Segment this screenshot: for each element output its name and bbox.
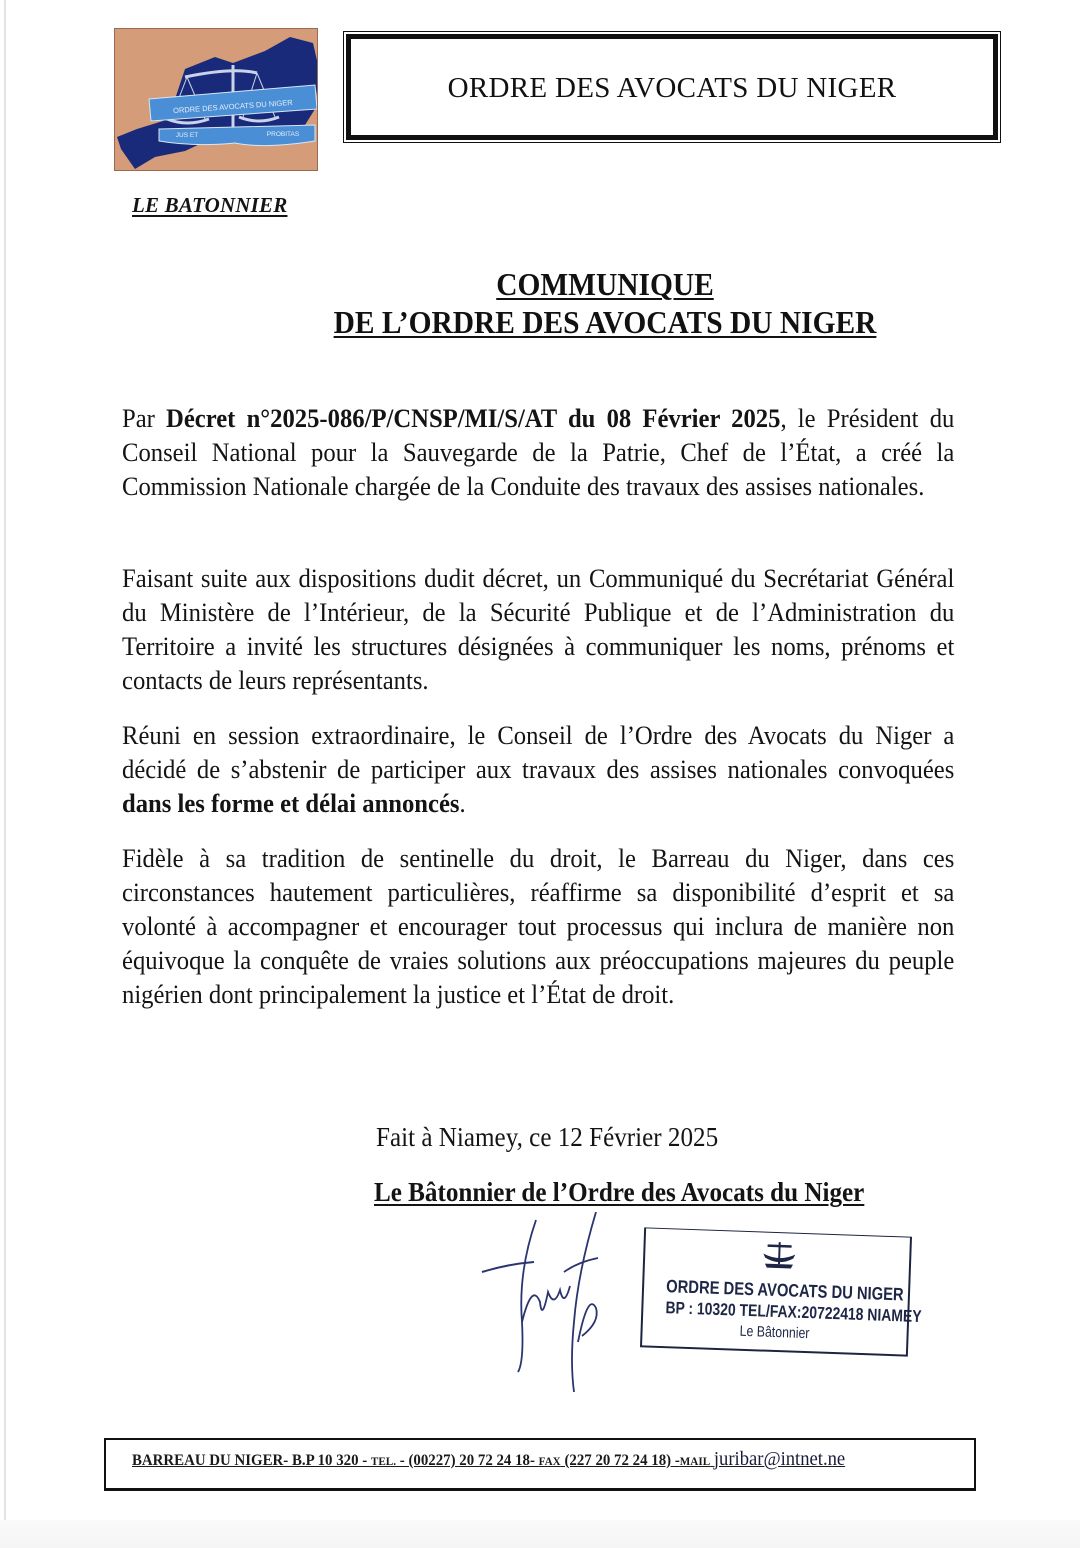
- footer-tel-label: TEL.: [370, 1454, 397, 1468]
- svg-text:PROBITAS: PROBITAS: [266, 131, 300, 138]
- official-stamp: [640, 1227, 922, 1356]
- paragraph-text: Par: [122, 403, 167, 433]
- handwritten-signature-icon: [478, 1212, 618, 1402]
- document-subtitle: DE L’ORDRE DES AVOCATS DU NIGER: [333, 304, 877, 340]
- paragraph-ministry-communique: Faisant suite aux dispositions dudit décret, un Communiqué du Secrétariat Général du Ministère de l’Intérieur, de la Sécurité Publique et de l’Administration du Territoire a invité les structures désignées à communiquer les noms, prénoms et contacts de leurs représentants.: [122, 563, 955, 695]
- scales-emblem-icon: [761, 1237, 798, 1274]
- scales-of-justice-niger-map-icon: [115, 29, 318, 171]
- place-and-date: Fait à Niamey, ce 12 Février 2025: [376, 1122, 719, 1152]
- footer-mail-label: MAIL: [679, 1454, 711, 1468]
- paragraph-text: .: [459, 788, 466, 818]
- organization-title: ORDRE DES AVOCATS DU NIGER: [447, 72, 897, 104]
- document-title: COMMUNIQUE: [496, 266, 714, 302]
- emphasis-text: dans les forme et délai annoncés: [122, 788, 460, 818]
- footer-tel: - (00227) 20 72 24 18-: [396, 1452, 539, 1469]
- page-bottom-bleed: [0, 1520, 1080, 1548]
- signatory-title: Le Bâtonnier de l’Ordre des Avocats du Niger: [374, 1177, 865, 1207]
- svg-text:ORDRE DES AVOCATS DU NIGER: ORDRE DES AVOCATS DU NIGER: [172, 97, 293, 116]
- footer-address: BARREAU DU NIGER- B.P 10 320 -: [132, 1452, 371, 1469]
- paragraph-text: Réuni en session extraordinaire, le Conseil de l’Ordre des Avocats du Niger a décidé de s’abstenir de participer aux travaux des assises nationales convoquées: [122, 720, 955, 784]
- bar-association-logo: [114, 28, 318, 171]
- footer-fax-label: FAX: [538, 1454, 561, 1468]
- header-title-box: [346, 34, 998, 140]
- stamp-address: BP : 10320 TEL/FAX:20722418 NIAMEY: [665, 1298, 922, 1327]
- page-edge: [4, 0, 6, 1548]
- stamp-role: Le Bâtonnier: [739, 1322, 810, 1343]
- footer-contact-text: [132, 1448, 845, 1471]
- footer-email: juribar@intnet.ne: [713, 1448, 846, 1470]
- stamp-organization: ORDRE DES AVOCATS DU NIGER: [665, 1276, 905, 1305]
- paragraph-council-decision: [122, 718, 954, 820]
- paragraph-text: , le Président du Conseil National pour la Sauvegarde de la Patrie, Chef de l’État, a créé la Commission Nationale chargée de la Conduite des travaux des assises nationales.: [122, 403, 955, 501]
- paragraph-reaffirmation: Fidèle à sa tradition de sentinelle du droit, le Barreau du Niger, dans ces circonstances hautement particulières, réaffirme sa disponibilité d’esprit et sa volonté à accompagner et encourager tout processus qui inclura de manière non équivoque la conquête de vraies solutions aux préoccupations majeures du peuple nigérien dont principalement la justice et l’État de droit.: [122, 843, 955, 1009]
- svg-text:JUS ET: JUS ET: [175, 132, 199, 139]
- footer-fax: (227 20 72 24 18) -: [560, 1452, 680, 1469]
- footer-contact-box: [104, 1438, 976, 1491]
- decree-reference: Décret n°2025-086/P/CNSP/MI/S/AT du 08 Février 2025: [166, 403, 781, 433]
- role-label: LE BATONNIER: [132, 193, 288, 217]
- paragraph-decree: [122, 401, 954, 503]
